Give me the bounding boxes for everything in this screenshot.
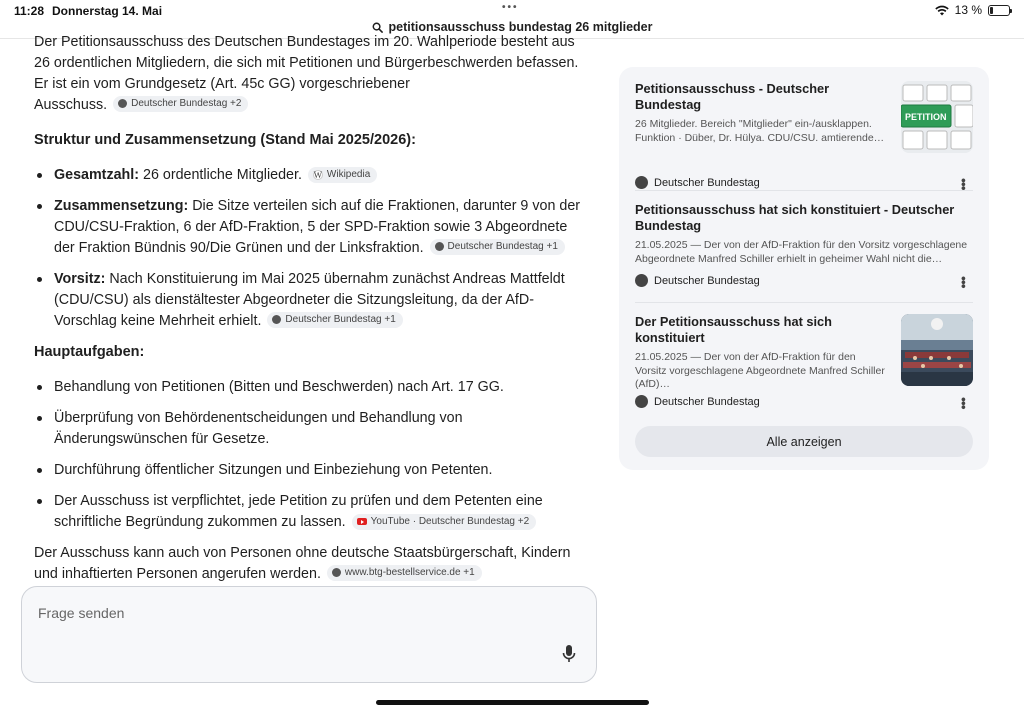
petition-keyboard-image [901,81,973,153]
show-all-button[interactable]: Alle anzeigen [635,426,973,457]
source-site-name: Deutscher Bundestag [654,395,760,408]
wikipedia-icon: W [313,170,323,180]
heading-struktur: Struktur und Zusammensetzung (Stand Mai 2025/2026): [34,132,416,148]
youtube-icon [357,518,367,525]
status-date: Donnerstag 14. Mai [52,4,163,18]
item-label: Gesamtzahl: [54,167,140,183]
source-chip-label: Deutscher Bundestag +1 [447,240,558,252]
source-card[interactable] [635,314,973,414]
source-chip-label: www.btg-bestellservice.de +1 [344,566,475,578]
multitasking-dots-icon[interactable]: ••• [502,2,519,13]
bundestag-icon [635,395,648,408]
source-thumbnail[interactable] [901,314,973,386]
bundestag-icon [635,176,648,189]
status-time: 11:28 [14,4,45,18]
bundestag-icon [272,315,281,324]
source-title[interactable]: Der Petitionsausschuss hat sich konstituiert [635,314,832,345]
committee-room-image [901,314,973,386]
list-item [34,460,584,481]
search-query-text: petitionsausschuss bundestag 26 mitglieder [388,20,653,34]
source-snippet: 26 Mitglieder. Bereich "Mitglieder" ein-/ausklappen. Funktion · Düber, Dr. Hülya. CDU/CSU. amtierende… [635,118,885,144]
outro-text: Der Ausschuss kann auch von Personen ohne deutsche Staatsbürgerschaft, Kindern und inhaftierten Personen angerufen werden. [34,545,571,582]
source-chip-label: Deutscher Bundestag +1 [285,313,396,325]
list-item [34,491,584,533]
card-divider [635,190,973,191]
list-item [34,269,584,332]
source-snippet: 21.05.2025 — Der von der AfD-Fraktion für den Vorsitz vorgeschlagene Abgeordnete Manfred Schiller erhielt in geheimer Wahl nicht die… [635,239,968,265]
list-item [34,165,584,186]
more-options-icon[interactable]: ••• [956,178,972,190]
answer-content [34,32,584,595]
source-title[interactable]: Petitionsausschuss - Deutscher Bundestag [635,81,830,112]
struktur-list [34,165,584,332]
source-chip[interactable] [267,312,402,328]
card-divider [635,302,973,303]
source-chip[interactable] [352,514,537,530]
bundestag-icon [635,274,648,287]
source-site [635,176,760,189]
question-input[interactable] [21,586,597,683]
intro-line: Er ist ein vom Grundgesetz (Art. 45c GG) vorgeschriebener [34,76,410,92]
source-chip-label: YouTube · Deutscher Bundestag +2 [370,515,530,527]
more-options-icon[interactable]: ••• [956,276,972,288]
list-item [34,377,584,398]
intro-paragraph [34,32,584,116]
source-site [635,395,760,408]
item-text: Nach Konstituierung im Mai 2025 übernahm zunächst Andreas Mattfeldt (CDU/CSU) als dienstältester Abgeordneter die Sitzungsleitung, da der AfD-Vorschlag keine Mehrheit erhielt. [54,271,565,329]
intro-line: Ausschuss. [34,97,108,113]
intro-line: 26 ordentlichen Mitgliedern, die sich mit Petitionen und Bürgerbeschwerden befassen. [34,55,579,71]
thumbnail-text: PETITION [905,112,947,122]
item-text: Behandlung von Petitionen (Bitten und Beschwerden) nach Art. 17 GG. [54,379,504,395]
source-chip[interactable] [308,167,377,183]
source-chip[interactable] [113,96,248,112]
source-chip-label: Wikipedia [326,169,371,180]
heading-aufgaben: Hauptaufgaben: [34,344,145,360]
battery-percent: 13 % [954,3,982,17]
list-item [34,196,584,259]
item-text: Der Ausschuss ist verpflichtet, jede Petition zu prüfen und dem Petenten eine schriftliche Begründung zukommen zu lassen. [54,493,543,530]
item-text: Durchführung öffentlicher Sitzungen und Einbeziehung von Petenten. [54,462,493,478]
bundestag-icon [435,242,444,251]
sources-panel [619,67,989,470]
more-options-icon[interactable]: ••• [956,397,972,409]
source-title[interactable]: Petitionsausschuss hat sich konstituiert - Deutscher Bundestag [635,202,955,233]
status-right [935,3,1010,17]
source-chip[interactable] [430,239,565,255]
intro-line: Der Petitionsausschuss des Deutschen Bundestages im 20. Wahlperiode besteht aus [34,34,575,50]
microphone-icon[interactable] [562,644,576,664]
question-input-placeholder: Frage senden [38,605,125,621]
source-site-name: Deutscher Bundestag [654,176,760,189]
source-snippet: 21.05.2025 — Der von der AfD-Fraktion für den Vorsitz vorgeschlagene Abgeordnete Manfred Schiller (AfD)… [635,351,885,390]
search-icon [372,22,383,33]
item-text: 26 ordentliche Mitglieder. [139,167,302,183]
item-label: Zusammensetzung: [54,198,189,214]
source-thumbnail[interactable] [901,81,973,153]
item-text: Die Sitze verteilen sich auf die Fraktionen, darunter 9 von der CDU/CSU-Fraktion, 6 der AfD-Fraktion, 5 der SPD-Fraktion sowie 3 Abgeordnete der Fraktion Bündnis 90/Die Grünen und der Linksfraktion. [54,198,581,256]
source-chip[interactable] [327,565,482,581]
source-site [635,274,760,287]
source-card[interactable] [635,202,973,302]
source-site-name: Deutscher Bundestag [654,274,760,287]
list-item [34,408,584,450]
bundestag-icon [118,99,127,108]
source-card[interactable] [635,81,973,189]
aufgaben-list [34,377,584,533]
source-chip-label: Deutscher Bundestag +2 [131,97,242,109]
item-text: Überprüfung von Behördenentscheidungen und Behandlung von Änderungswünschen für Gesetze. [54,410,463,447]
item-label: Vorsitz: [54,271,106,287]
wifi-icon [935,5,949,16]
home-indicator[interactable] [376,700,649,705]
battery-icon [988,5,1010,16]
outro-paragraph [34,543,584,585]
website-icon [332,568,341,577]
